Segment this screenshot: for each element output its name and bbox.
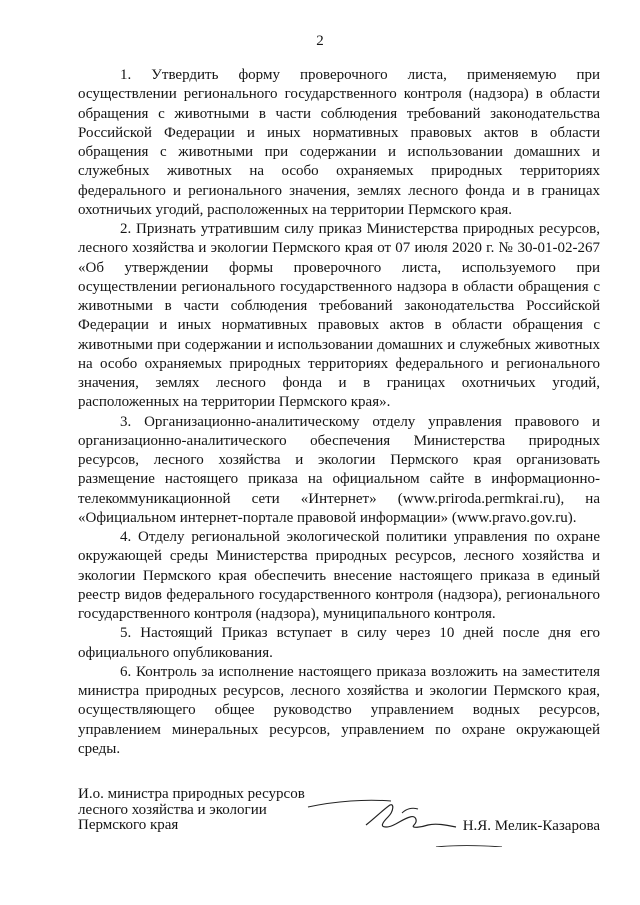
- handwritten-signature: [306, 787, 506, 847]
- paragraph-6: 6. Контроль за исполнение настоящего приказа возложить на заместителя министра природных ресурсов, лесного хозяйства и экологии Пермского края, осуществляющего общее руководство управлением водных ресурсов, управлением минеральных ресурсов, управлением по охране окружающей среды.: [78, 663, 600, 757]
- signatory-position-line-3: Пермского края: [78, 817, 179, 833]
- document-body: [78, 66, 600, 759]
- paragraph-5: 5. Настоящий Приказ вступает в силу через 10 дней после дня его официального опубликования.: [78, 625, 600, 661]
- signatory-position: [78, 787, 305, 834]
- paragraph-3: 3. Организационно-аналитическому отделу управления правового и организационно-аналитического обеспечения Министерства природных ресурсов, лесного хозяйства и экологии Пермского края организовать размещение настоящего приказа на официальном сайте в информационно-телекоммуникационной сети «Интернет» (www.priroda.permkrai.ru), на «Официальном интернет-портале правовой информации» (www.pravo.gov.ru).: [78, 413, 600, 526]
- paragraph-2: 2. Признать утратившим силу приказ Министерства природных ресурсов, лесного хозяйства и экологии Пермского края от 07 июля 2020 г. № 30-01-02-267 «Об утверждении формы проверочного листа, используемого при осуществлении регионального государственного надзора в области обращения с животными в части соблюдения требований законодательства Российской Федерации и иных нормативных правовых актов в области обращения с животными при содержании и использовании домашних и служебных животных на особо охраняемых природных территориях федерального и регионального значения, землях лесного фонда и в границах охотничьих угодий, расположенных на территории Пермского края».: [78, 221, 600, 411]
- paragraph-1: 1. Утвердить форму проверочного листа, применяемую при осуществлении регионального государственного контроля (надзора) в области обращения с животными в части соблюдения требований законодательства Российской Федерации и иных нормативных правовых актов в области обращения с животными при содержании и использовании домашних и служебных животных на особо охраняемых природных территориях федерального и регионального значения, землях лесного фонда и в границах охотничьих угодий, расположенных на территории Пермского края.: [78, 67, 600, 218]
- paragraph-4: 4. Отделу региональной экологической политики управления по охране окружающей среды Министерства природных ресурсов, лесного хозяйства и экологии Пермского края обеспечить внесение настоящего приказа в единый реестр видов федерального государственного контроля (надзора), регионального государственного контроля (надзора), муниципального контроля.: [78, 529, 600, 622]
- signatory-name: Н.Я. Мелик-Казарова: [462, 818, 600, 834]
- signature-block: [78, 787, 600, 857]
- page-number: 2: [316, 33, 324, 49]
- signatory-position-line-2: лесного хозяйства и экологии: [78, 801, 267, 818]
- signatory-position-line-1: И.о. министра природных ресурсов: [78, 786, 305, 802]
